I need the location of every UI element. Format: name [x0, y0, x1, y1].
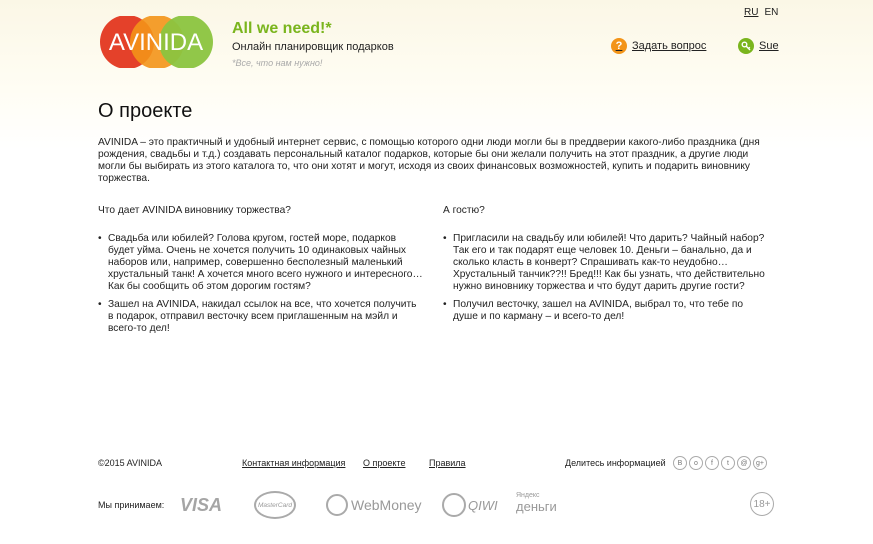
mastercard-logo [254, 492, 296, 518]
host-heading: Что дает AVINIDA виновнику торжества? [98, 205, 291, 216]
guest-benefits [443, 205, 768, 329]
list-item: • Зашел на AVINIDA, накидал ссылок на все, что хочется получить в подарок, отправил весточку всем приглашенным на мэйл и всего-то дел! [98, 299, 423, 335]
intro-text: AVINIDA – это практичный и удобный интернет сервис, с помощью которого одни люди могли бы в преддверии какого-либо праздника (дня рождения, свадьбы и т.д.) создавать персональный каталог подарков, которые бы они желали получить на этот праздник, а другие люди могли бы выбирать из этого каталога то, что они хотят и могут, исходя из своих финансовых возможностей, купить и подарить виновнику торжества. [98, 137, 760, 184]
avinida-logo[interactable] [97, 16, 215, 68]
footer-link-rules[interactable]: Правила [429, 458, 466, 468]
footer-link-about[interactable]: О проекте [363, 458, 406, 468]
tagline-note: *Все, что нам нужно! [232, 58, 323, 68]
googleplus-icon[interactable]: g+ [753, 456, 767, 470]
user-name: Sue [759, 40, 779, 52]
list-item: • Пригласили на свадьбу или юбилей! Что дарить? Чайный набор? Так его и так подарят еще человек 10. Деньги – банально, да и сколько класть в конверт? Спрашивать как-то неудобно… Хрустальный танчик??!! Бред!!! Как бы узнать, что действительно нужно виновнику торжества и что будут дарить другие гости? [443, 233, 768, 293]
webmoney-text: WebMoney [351, 497, 422, 513]
facebook-icon[interactable]: f [705, 456, 719, 470]
copyright: ©2015 AVINIDA [98, 458, 162, 468]
qiwi-logo [442, 492, 498, 518]
age-rating-badge: 18+ [750, 492, 774, 516]
footer-link-contacts[interactable]: Контактная информация [242, 458, 346, 468]
webmoney-logo [326, 492, 422, 518]
qiwi-circle-icon [442, 493, 466, 517]
lang-ru[interactable]: RU [744, 7, 759, 18]
page-title: О проекте [98, 100, 193, 122]
user-link[interactable] [738, 38, 779, 54]
ask-question-link[interactable] [611, 38, 706, 54]
tagline-title: All we need!* [232, 20, 332, 37]
tagline-subtitle: Онлайн планировщик подарков [232, 41, 394, 53]
yandex-top-text: Яндекс [516, 492, 540, 499]
payment-methods [98, 492, 778, 522]
yandex-bottom-text: деньги [516, 499, 557, 514]
host-benefits [98, 205, 423, 341]
ask-question-label: Задать вопрос [632, 40, 707, 52]
share-label: Делитесь информацией [565, 458, 666, 468]
list-item: • Свадьба или юбилей? Голова кругом, гостей море, подарков будет уйма. Очень не хочется получить 10 одинаковых чайных наборов или, например, совершенно бесполезный маленький хрустальный танк! А хочется много всего нужного и интересного… Как бы сообщить об этом дорогим гостям? [98, 233, 423, 293]
tagline [232, 20, 394, 68]
logo-text: AVINIDA [108, 29, 204, 56]
globe-icon [326, 494, 348, 516]
odnoklassniki-icon[interactable]: о [689, 456, 703, 470]
list-item: • Получил весточку, зашел на AVINIDA, выбрал то, что тебе по душе и по карману – и всего-то дел! [443, 299, 768, 323]
twitter-icon[interactable]: t [721, 456, 735, 470]
mastercard-text: MasterCard [254, 491, 296, 519]
qiwi-text: QIWI [468, 497, 498, 513]
yandex-money-logo [516, 492, 557, 518]
guest-heading: А гостю? [443, 205, 485, 216]
vk-icon[interactable]: В [673, 456, 687, 470]
logo-graphic [97, 16, 215, 68]
lang-en[interactable]: EN [764, 7, 779, 18]
key-icon [738, 38, 754, 54]
mailru-icon[interactable]: @ [737, 456, 751, 470]
question-icon: ? [611, 38, 627, 54]
payment-label: Мы принимаем: [98, 500, 165, 510]
social-icons [673, 456, 769, 470]
visa-logo: VISA [180, 494, 223, 515]
language-switcher [744, 7, 784, 18]
